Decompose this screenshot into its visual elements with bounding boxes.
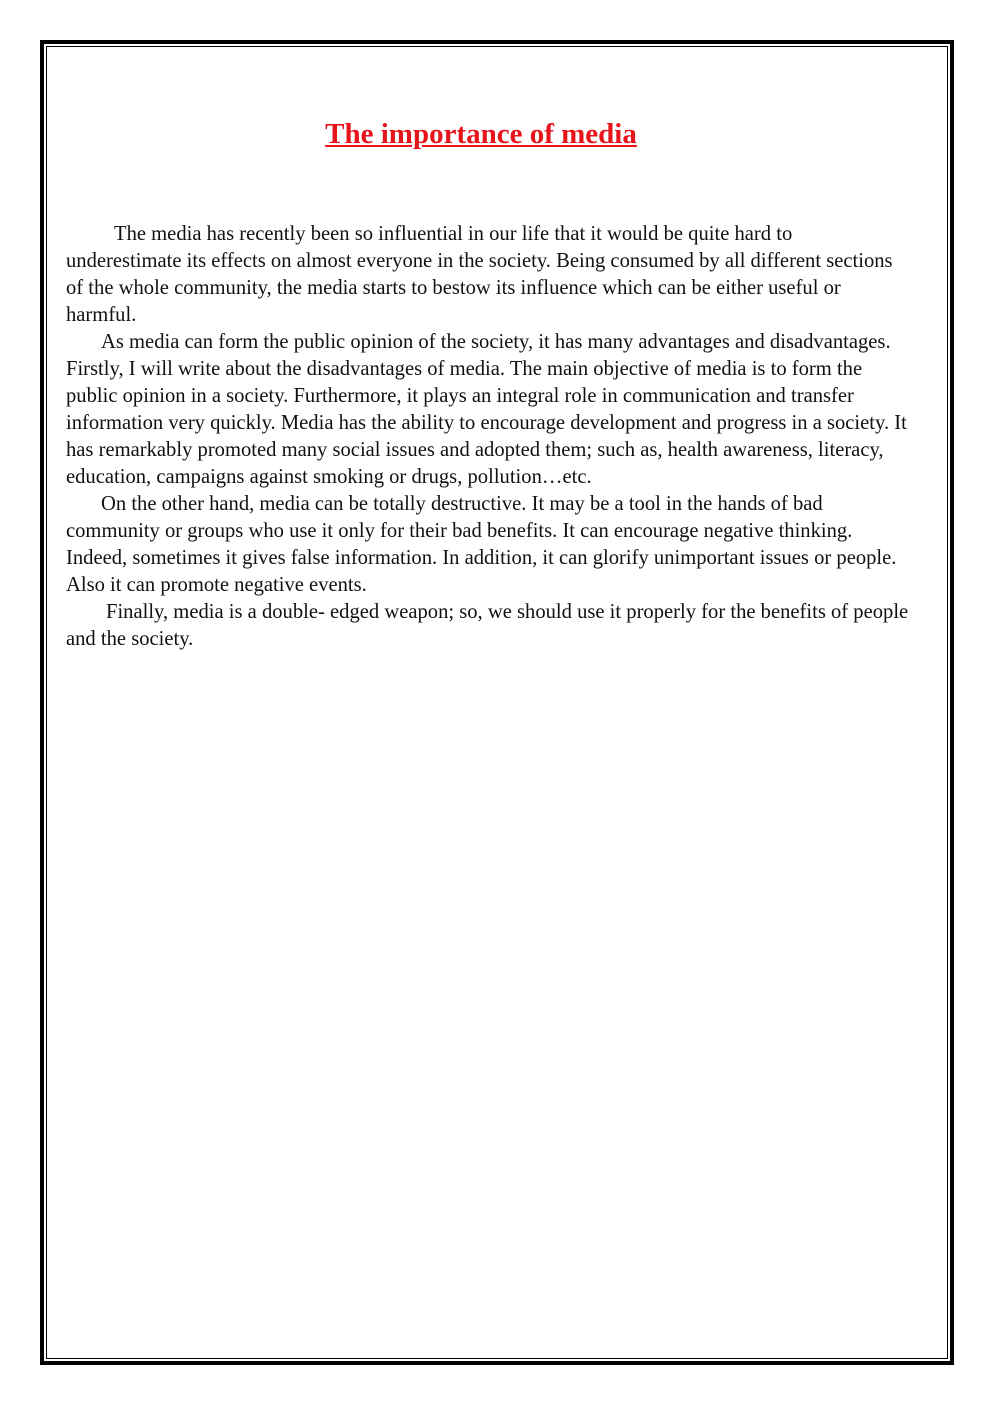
essay-body: [66, 221, 911, 653]
paragraph-conclusion: Finally, media is a double- edged weapon; so, we should use it properly for the benefits of people and the society.: [66, 601, 909, 650]
paragraph-disadvantages: On the other hand, media can be totally destructive. It may be a tool in the hands of bad community or groups who use it only for their bad benefits. It can encourage negative thinking. Indeed, sometimes it gives false information. In addition, it can glorify unimportant issues or people. Also it can promote negative events.: [66, 493, 897, 596]
paragraph-introduction: The media has recently been so influential in our life that it would be quite hard to underestimate its effects on almost everyone in the society. Being consumed by all different sections of the whole community, the media starts to bestow its influence which can be either useful or harmful.: [66, 223, 893, 326]
paragraph-advantages: As media can form the public opinion of the society, it has many advantages and disadvantages. Firstly, I will write about the disadvantages of media. The main objective of media is to form the public opinion in a society. Furthermore, it plays an integral role in communication and transfer information very quickly. Media has the ability to encourage development and progress in a society. It has remarkably promoted many social issues and adopted them; such as, health awareness, literacy, education, campaigns against smoking or drugs, pollution…etc.: [66, 331, 907, 488]
page-title: The importance of media: [325, 118, 637, 150]
